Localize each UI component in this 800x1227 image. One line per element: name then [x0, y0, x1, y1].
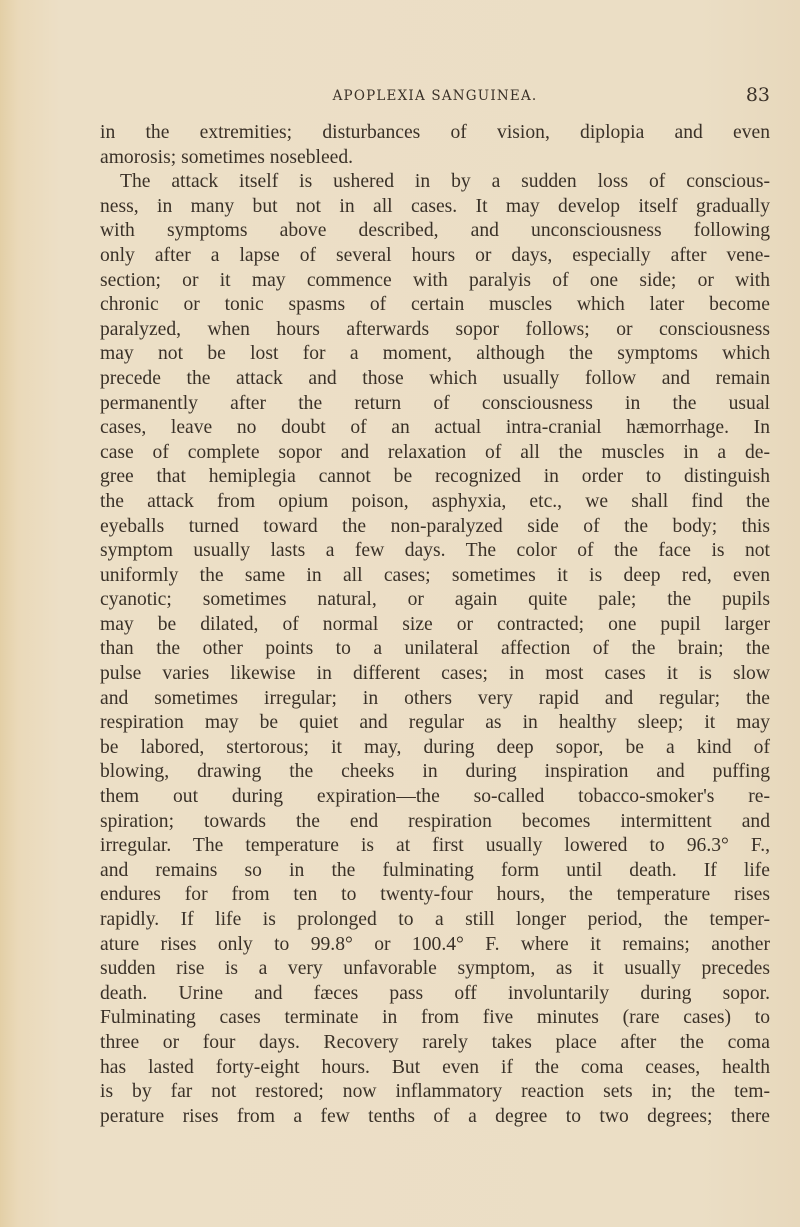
- text-line: three or four days. Recovery rarely takes place after the coma: [100, 1031, 770, 1053]
- text-line: may be dilated, of normal size or contracted; one pupil larger: [100, 613, 770, 635]
- text-line: may not be lost for a moment, although the symptoms which: [100, 343, 770, 365]
- text-line: section; or it may commence with paralyis of one side; or with: [100, 269, 770, 291]
- text-line: uniformly the same in all cases; sometimes it is deep red, even: [100, 564, 770, 586]
- text-line: perature rises from a few tenths of a degree to two degrees; there: [100, 1105, 770, 1127]
- page-number: 83: [745, 84, 770, 106]
- text-line: case of complete sopor and relaxation of all the muscles in a de-: [100, 441, 770, 463]
- body-text: [100, 121, 770, 1129]
- text-line: Fulminating cases terminate in from five minutes (rare cases) to: [100, 1007, 770, 1029]
- text-line: precede the attack and those which usually follow and remain: [100, 367, 770, 389]
- text-line: has lasted forty-eight hours. But even if the coma ceases, health: [100, 1056, 770, 1078]
- text-line: the attack from opium poison, asphyxia, etc., we shall find the: [100, 490, 770, 512]
- text-line: respiration may be quiet and regular as in healthy sleep; it may: [100, 712, 770, 734]
- text-line: ness, in many but not in all cases. It may develop itself gradually: [100, 195, 770, 217]
- text-line: with symptoms above described, and unconsciousness following: [100, 220, 770, 242]
- text-line: amorosis; sometimes nosebleed.: [100, 146, 354, 168]
- text-line: ature rises only to 99.8° or 100.4° F. where it remains; another: [100, 933, 770, 955]
- text-line: cyanotic; sometimes natural, or again quite pale; the pupils: [100, 589, 770, 611]
- text-line: endures for from ten to twenty-four hours, the temperature rises: [100, 884, 770, 906]
- text-line: and sometimes irregular; in others very rapid and regular; the: [100, 687, 770, 709]
- text-line: sudden rise is a very unfavorable symptom, as it usually precedes: [100, 958, 770, 980]
- text-line: cases, leave no doubt of an actual intra-cranial hæmorrhage. In: [100, 417, 770, 439]
- text-line: rapidly. If life is prolonged to a still longer period, the temper-: [100, 909, 770, 930]
- text-line: symptom usually lasts a few days. The color of the face is not: [100, 540, 770, 562]
- text-line: The attack itself is ushered in by a sudden loss of conscious-: [120, 171, 770, 193]
- text-line: be labored, stertorous; it may, during deep sopor, be a kind of: [100, 736, 770, 758]
- running-title: APOPLEXIA SANGUINEA.: [332, 88, 538, 104]
- text-line: gree that hemiplegia cannot be recognized in order to distinguish: [100, 466, 770, 488]
- text-line: pulse varies likewise in different cases; in most cases it is slow: [100, 663, 770, 685]
- text-line: only after a lapse of several hours or days, especially after vene-: [100, 244, 770, 266]
- text-line: is by far not restored; now inflammatory reaction sets in; the tem-: [100, 1081, 770, 1103]
- text-line: blowing, drawing the cheeks in during inspiration and puffing: [100, 761, 770, 783]
- text-line: them out during expiration—the so-called tobacco-smoker's re-: [100, 786, 770, 808]
- text-line: spiration; towards the end respiration becomes intermittent and: [100, 810, 770, 832]
- text-line: paralyzed, when hours afterwards sopor follows; or consciousness: [100, 318, 770, 340]
- text-line: death. Urine and fæces pass off involuntarily during sopor.: [100, 982, 770, 1004]
- text-line: eyeballs turned toward the non-paralyzed side of the body; this: [100, 515, 770, 537]
- page-header: [100, 84, 770, 108]
- text-line: chronic or tonic spasms of certain muscles which later become: [100, 294, 770, 316]
- text-line: permanently after the return of consciousness in the usual: [100, 392, 770, 414]
- text-line: than the other points to a unilateral affection of the brain; the: [100, 638, 770, 660]
- text-line: and remains so in the fulminating form until death. If life: [100, 859, 770, 881]
- text-line: in the extremities; disturbances of vision, diplopia and even: [100, 122, 770, 143]
- text-line: irregular. The temperature is at first usually lowered to 96.3° F.,: [100, 835, 770, 857]
